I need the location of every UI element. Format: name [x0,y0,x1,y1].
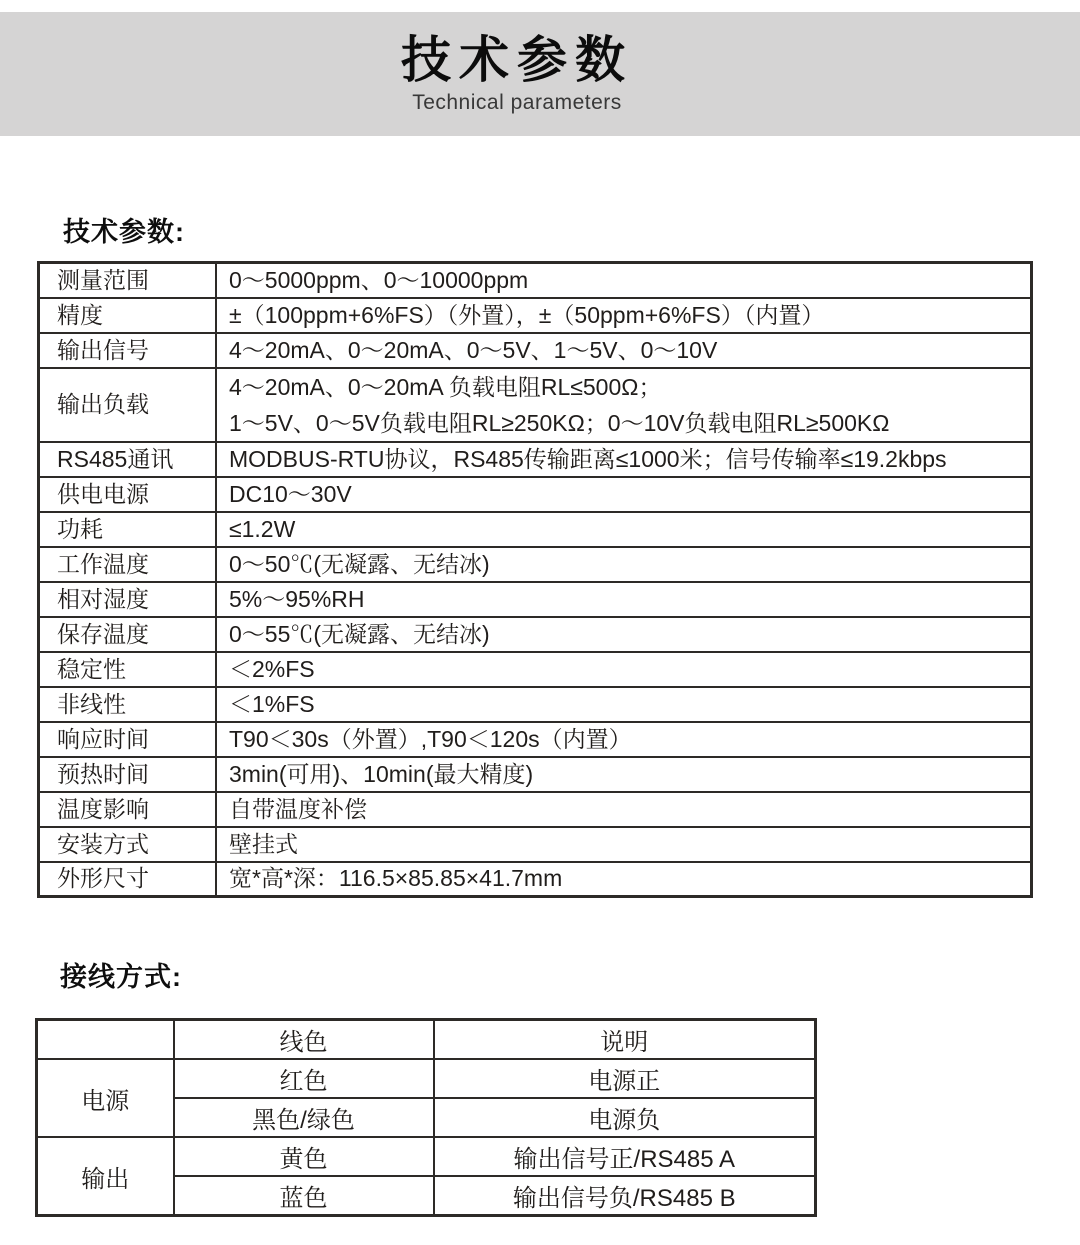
table-row [39,582,1032,617]
table-row [39,827,1032,862]
param-label: 相对湿度 [39,582,217,617]
table-row [39,792,1032,827]
param-value: 5%～95%RH [216,582,1032,617]
param-value: DC10～30V [216,477,1032,512]
param-label: 稳定性 [39,652,217,687]
param-label: 测量范围 [39,263,217,298]
table-row [39,547,1032,582]
section-title-technical-params: 技术参数: [63,217,185,247]
wiring-col-header-description: 说明 [434,1020,816,1060]
param-value: MODBUS-RTU协议，RS485传输距离≤1000米；信号传输率≤19.2kbps [216,442,1032,477]
wire-group-label: 电源 [37,1059,174,1137]
wire-color: 蓝色 [174,1176,434,1216]
param-label: 供电电源 [39,477,217,512]
table-row [39,298,1032,333]
param-value: 宽*高*深：116.5×85.85×41.7mm [216,862,1032,897]
param-value-line1: 4～20mA、0～20mA 负载电阻RL≤500Ω； [229,373,662,400]
wire-description: 电源负 [434,1098,816,1137]
param-value: 4～20mA、0～20mA、0～5V、1～5V、0～10V [216,333,1032,368]
param-value: ≤1.2W [216,512,1032,547]
table-row [39,617,1032,652]
section-title-wiring: 接线方式: [60,962,182,992]
wiring-table [35,1018,817,1217]
wire-description: 输出信号负/RS485 B [434,1176,816,1216]
param-label: 精度 [39,298,217,333]
table-row [37,1059,816,1098]
param-value: 0～5000ppm、0～10000ppm [216,263,1032,298]
table-row [39,477,1032,512]
table-row [39,368,1032,442]
param-label: 温度影响 [39,792,217,827]
header-banner [0,12,1080,136]
table-row [39,687,1032,722]
table-row [39,652,1032,687]
param-label: 非线性 [39,687,217,722]
param-value-line2: 1～5V、0～5V负载电阻RL≥250KΩ；0～10V负载电阻RL≥500KΩ [229,409,890,436]
param-label: 输出负载 [39,368,217,442]
wiring-col-header-color: 线色 [174,1020,434,1060]
wire-description: 电源正 [434,1059,816,1098]
wire-color: 黄色 [174,1137,434,1176]
param-value: ＜2%FS [216,652,1032,687]
table-row [39,442,1032,477]
param-label: 输出信号 [39,333,217,368]
wire-description: 输出信号正/RS485 A [434,1137,816,1176]
wire-color: 黑色/绿色 [174,1098,434,1137]
wire-group-label: 输出 [37,1137,174,1216]
param-value: ±（100ppm+6%FS）（外置），±（50ppm+6%FS）（内置） [216,298,1032,333]
table-row [39,757,1032,792]
wire-color: 红色 [174,1059,434,1098]
param-value: 壁挂式 [216,827,1032,862]
param-label: 外形尺寸 [39,862,217,897]
table-row [39,722,1032,757]
table-row [39,333,1032,368]
page-subtitle: Technical parameters [412,90,622,114]
param-value [216,368,1032,442]
wiring-table-body [37,1020,816,1216]
technical-parameters-table [37,261,1033,898]
param-value: 0～55℃(无凝露、无结冰) [216,617,1032,652]
param-value: 0～50℃(无凝露、无结冰) [216,547,1032,582]
page-title: 技术参数 [401,32,633,88]
param-value: 自带温度补偿 [216,792,1032,827]
table-row [39,263,1032,298]
param-value: 3min(可用)、10min(最大精度) [216,757,1032,792]
wiring-col-header-group [37,1020,174,1060]
param-label: 响应时间 [39,722,217,757]
params-table-body [39,263,1032,897]
table-row [37,1137,816,1176]
param-label: RS485通讯 [39,442,217,477]
param-label: 保存温度 [39,617,217,652]
table-row [39,512,1032,547]
wiring-header-row [37,1020,816,1060]
param-label: 预热时间 [39,757,217,792]
table-row [39,862,1032,897]
param-value: ＜1%FS [216,687,1032,722]
param-label: 安装方式 [39,827,217,862]
param-label: 工作温度 [39,547,217,582]
param-value: T90＜30s（外置）,T90＜120s（内置） [216,722,1032,757]
param-label: 功耗 [39,512,217,547]
